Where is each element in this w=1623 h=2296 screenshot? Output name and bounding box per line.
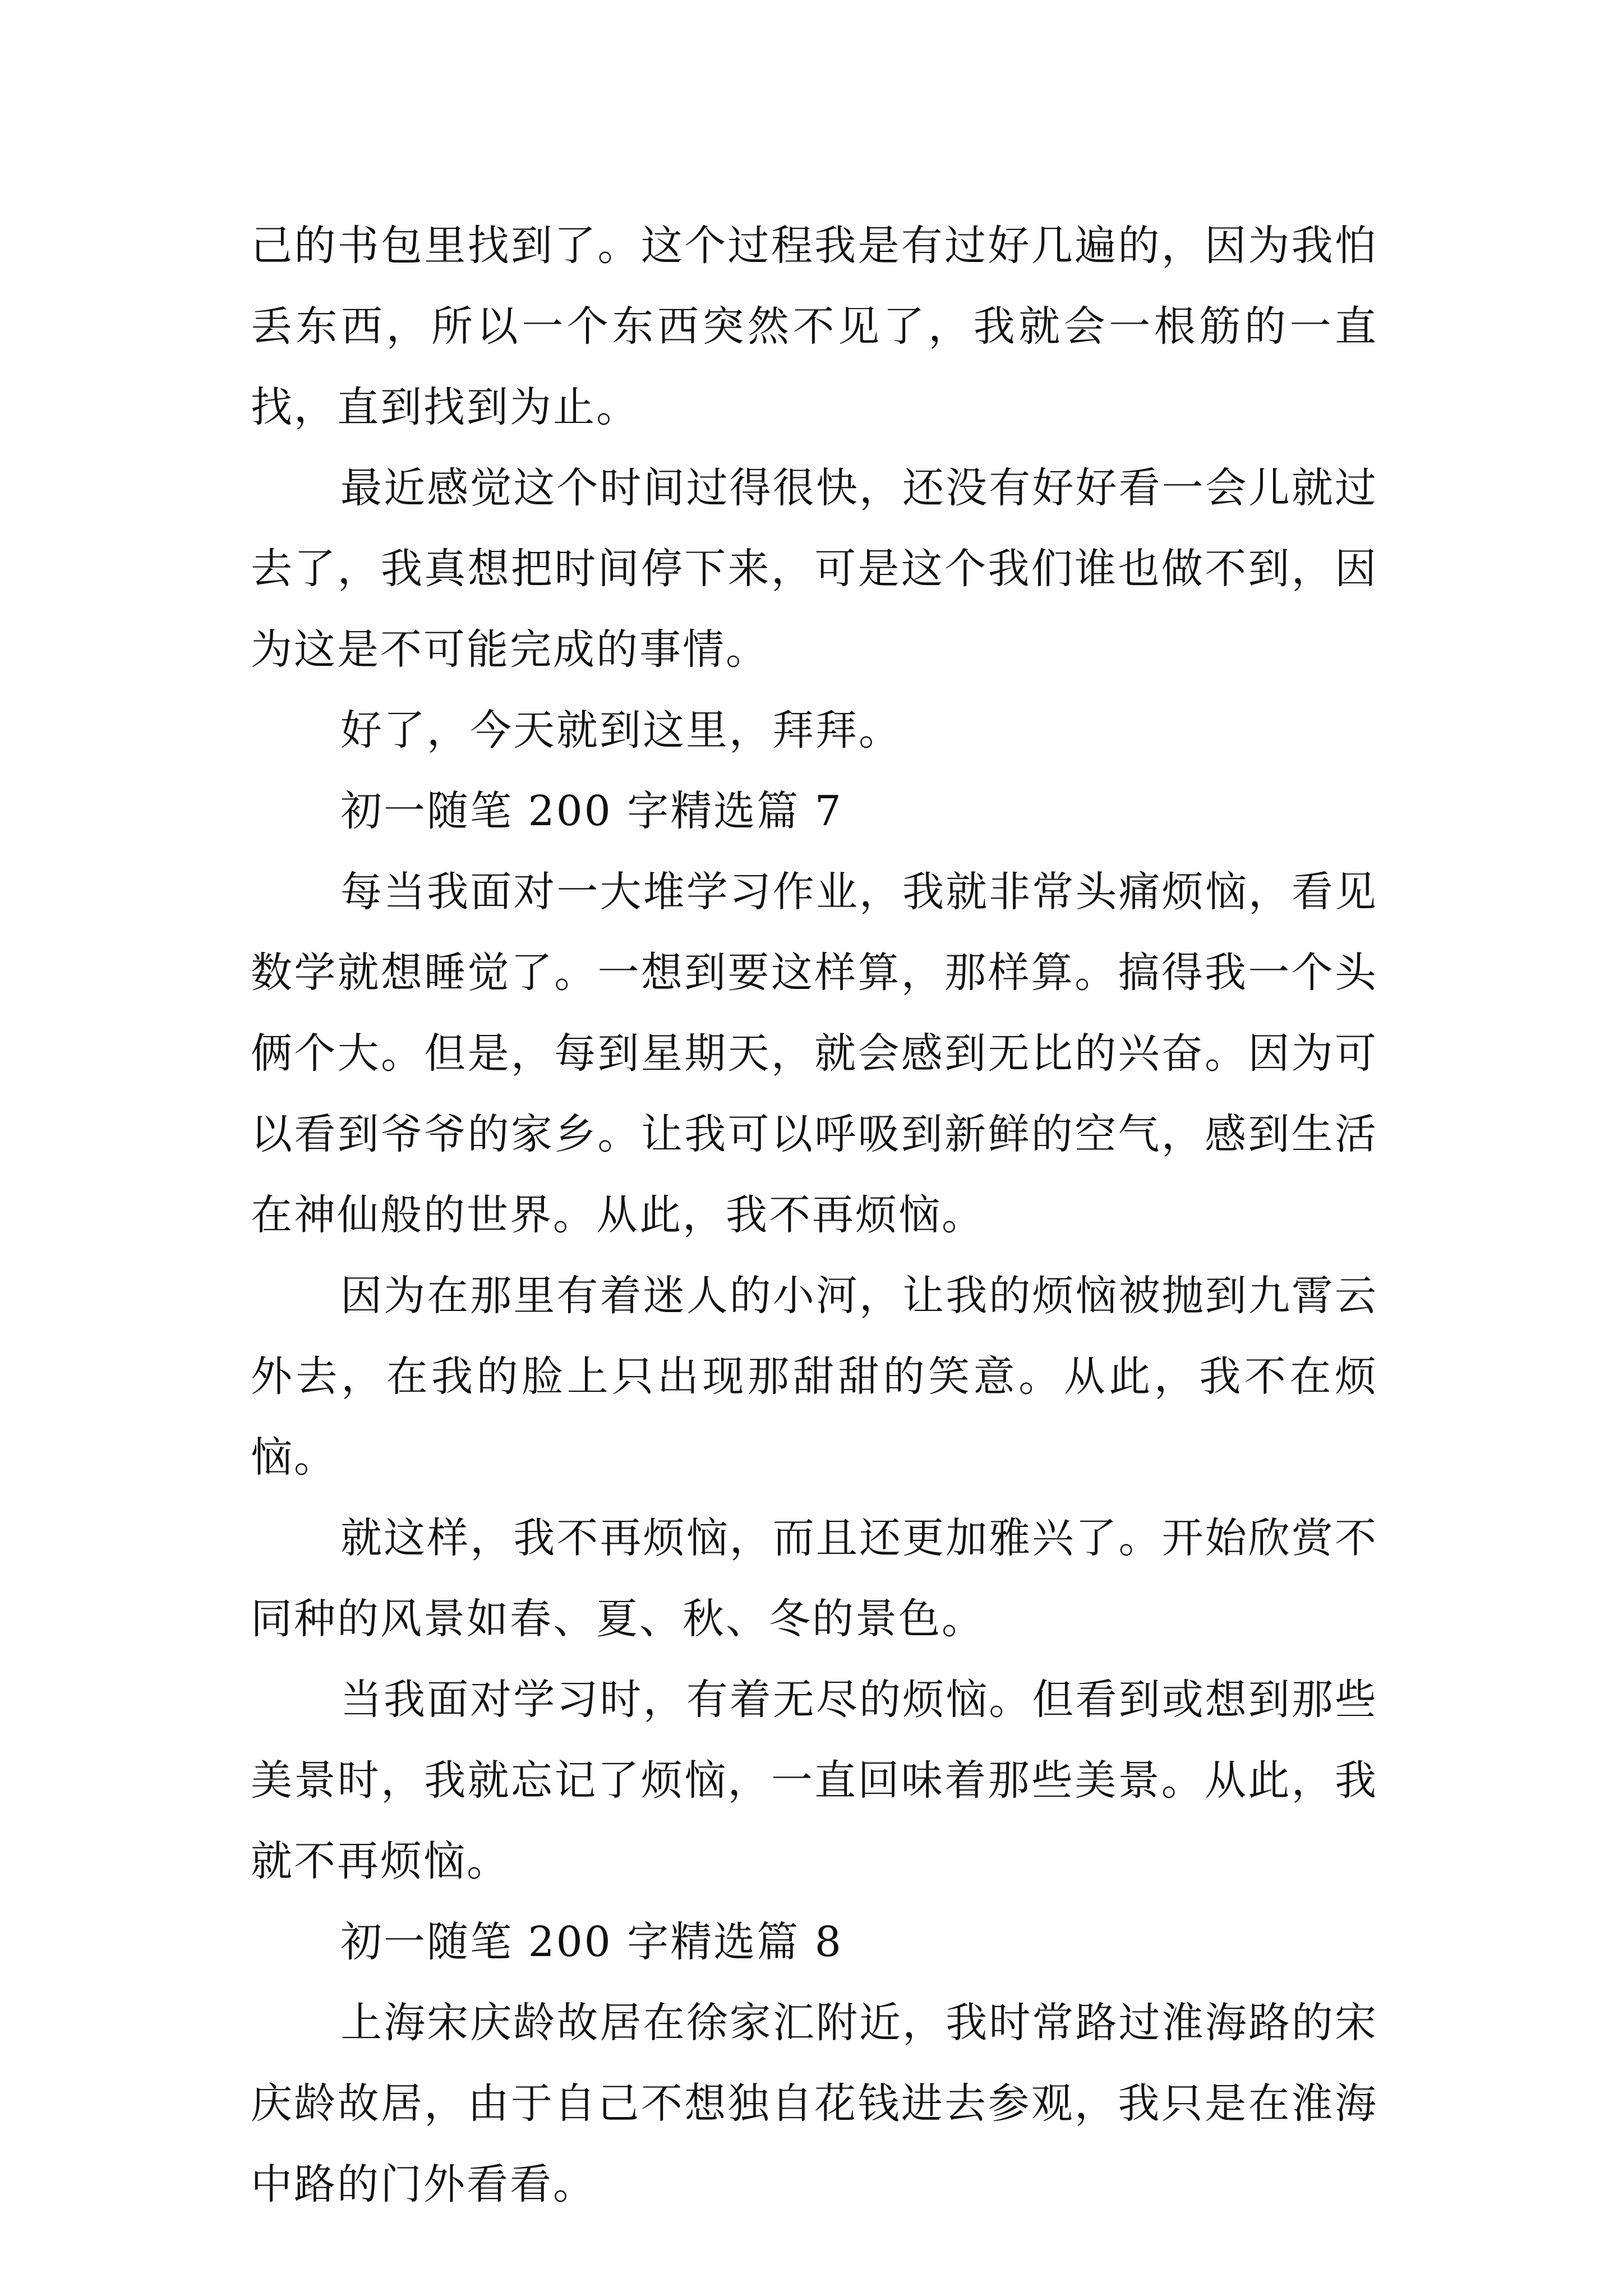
paragraph-river: 因为在那里有着迷人的小河，让我的烦恼被抛到九霄云外去，在我的脸上只出现那甜甜的笑意。从此，我不在烦恼。 bbox=[251, 1272, 1378, 1481]
essay-heading-8: 初一随笔 200 字精选篇 8 bbox=[340, 1918, 843, 1966]
document-body bbox=[251, 205, 1378, 2225]
paragraph-homework-worries: 每当我面对一大堆学习作业，我就非常头痛烦恼，看见数学就想睡觉了。一想到要这样算，那样算。搞得我一个头俩个大。但是，每到星期天，就会感到无比的兴奋。因为可以看到爷爷的家乡。让我可以呼吸到新鲜的空气，感到生活在神仙般的世界。从此，我不再烦恼。 bbox=[251, 868, 1378, 1239]
essay-heading-7: 初一随笔 200 字精选篇 7 bbox=[340, 787, 843, 835]
paragraph-scenery: 就这样，我不再烦恼，而且还更加雅兴了。开始欣赏不同种的风景如春、夏、秋、冬的景色。 bbox=[251, 1514, 1378, 1643]
paragraph-former-residence: 上海宋庆龄故居在徐家汇附近，我时常路过淮海路的宋庆龄故居，由于自己不想独自花钱进去参观，我只是在淮海中路的门外看看。 bbox=[251, 1999, 1378, 2208]
paragraph-study-worries: 当我面对学习时，有着无尽的烦恼。但看到或想到那些美景时，我就忘记了烦恼，一直回味着那些美景。从此，我就不再烦恼。 bbox=[251, 1676, 1378, 1885]
paragraph-goodbye: 好了，今天就到这里，拜拜。 bbox=[340, 706, 902, 754]
paragraph-time-passing: 最近感觉这个时间过得很快，还没有好好看一会儿就过去了，我真想把时间停下来，可是这个我们谁也做不到，因为这是不可能完成的事情。 bbox=[251, 464, 1378, 674]
paragraph-continuation: 己的书包里找到了。这个过程我是有过好几遍的，因为我怕丢东西，所以一个东西突然不见了，我就会一根筋的一直找，直到找到为止。 bbox=[251, 222, 1378, 431]
